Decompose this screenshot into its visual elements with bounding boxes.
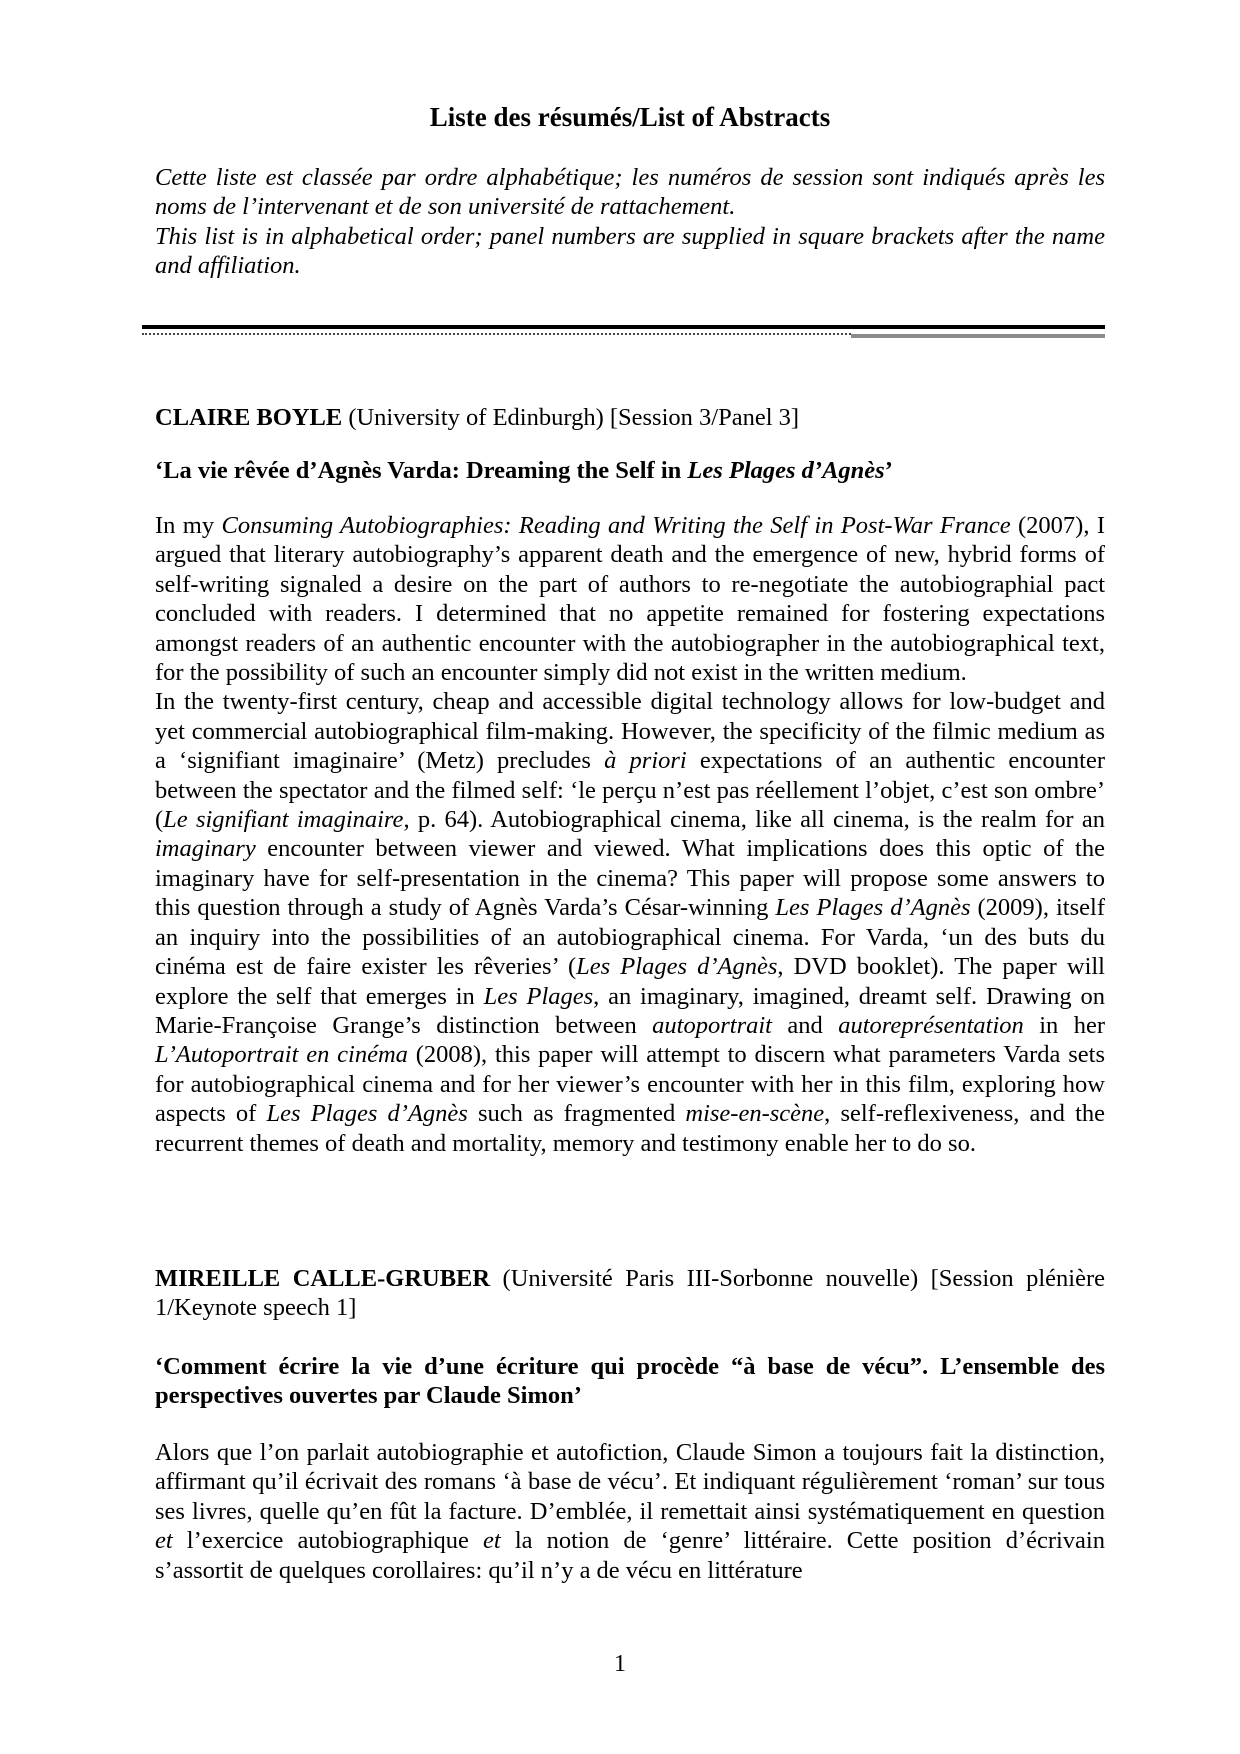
abstract-title	[155, 1352, 1105, 1411]
page-number: 1	[614, 1651, 626, 1677]
text-segment: imaginary	[155, 835, 256, 863]
text-segment: MIREILLE CALLE-GRUBER	[155, 1265, 491, 1292]
intro-paragraph-french	[155, 163, 1105, 222]
divider-gray-line	[851, 334, 1105, 338]
divider-lower-row	[142, 333, 1105, 338]
text-segment: , self-reflexiveness, and the recurrent themes of death and mortality, memory and testimony enable her to do so.	[155, 1100, 1105, 1157]
text-segment: et	[483, 1527, 501, 1555]
text-segment: , DVD booklet). The paper will explore the self that emerges in	[155, 953, 1105, 1010]
text-segment: ’	[884, 457, 893, 484]
text-segment: Cette liste est classée par ordre alphabétique; les numéros de session sont indiqués après les noms de l’intervenant et de son université de rattachement.	[155, 164, 1105, 221]
text-segment: à priori	[604, 747, 687, 775]
text-segment: l’exercice autobiographique	[172, 1527, 484, 1555]
divider-dotted-line	[142, 333, 851, 335]
author-heading	[155, 1264, 1105, 1323]
text-segment: Les Plages	[483, 982, 594, 1010]
abstract-body	[155, 1438, 1105, 1585]
text-segment: and	[771, 1011, 839, 1039]
text-segment: autoportrait	[652, 1011, 772, 1039]
text-segment: L’Autoportrait en cinéma	[155, 1041, 408, 1069]
text-segment: (University of Edinburgh) [Session 3/Panel 3]	[342, 404, 800, 431]
text-segment: , p. 64). Autobiographical cinema, like all cinema, is the realm for an	[403, 806, 1105, 834]
text-segment: Alors que l’on parlait autobiographie et autofiction, Claude Simon a toujours fait la distinction, affirmant qu’il écrivait des romans ‘à base de vécu’. Et indiquant régulièrement ‘roman’ sur tous ses livres, quelle qu’en fût la facture. D’emblée, il remettait ainsi systématiquement en question	[155, 1439, 1105, 1525]
text-segment: Les Plages d’Agnès	[576, 953, 778, 981]
text-segment: expectations of an authentic encounter between the spectator and the filmed self: ‘le perçu n’est pas réellement l’objet, c’est son ombre’ (	[155, 747, 1105, 834]
text-segment: Les Plages d’Agnès	[687, 457, 885, 484]
text-segment: mise-en-scène	[685, 1100, 825, 1128]
abstract-title	[155, 456, 1105, 485]
text-segment: CLAIRE BOYLE	[155, 404, 343, 431]
text-segment: autoreprésentation	[838, 1011, 1024, 1039]
author-heading	[155, 403, 1105, 432]
body-paragraph	[155, 687, 1105, 1158]
text-segment: Consuming Autobiographies: Reading and Writing the Self in Post-War France	[221, 512, 1011, 539]
text-segment: such as fragmented	[467, 1100, 686, 1128]
text-segment: ‘Comment écrire la vie d’une écriture qui procède “à base de vécu”. L’ensemble des perspectives ouvertes par Claude Simon’	[155, 1353, 1105, 1410]
text-segment: In my	[155, 512, 222, 539]
body-paragraph	[155, 511, 1105, 687]
text-segment: encounter between viewer and viewed. What implications does this optic of the imaginary have for self-presentation in the cinema? This paper will propose some answers to this question through a study of Agnès Varda’s César-winning	[155, 835, 1105, 922]
text-segment: (2008), this paper will attempt to discern what parameters Varda sets for autobiographical cinema and for her viewer’s encounter with her in this film, exploring how aspects of	[155, 1041, 1105, 1128]
text-segment: This list is in alphabetical order; panel numbers are supplied in square brackets after the name and affiliation.	[155, 222, 1105, 280]
text-segment: la notion de ‘genre’ littéraire. Cette position d’écrivain s’assortit de quelques corollaires: qu’il n’y a de vécu en littérature	[155, 1527, 1105, 1584]
text-segment: ‘La vie rêvée d’Agnès Varda: Dreaming the Self in	[155, 457, 688, 484]
divider-solid-line	[142, 325, 1105, 329]
page-title: Liste des résumés/List of Abstracts	[429, 102, 831, 132]
text-segment: (2007), I argued that literary autobiography’s apparent death and the emergence of new, hybrid forms of self-writing signaled a desire on the part of authors to re-negotiate the autobiographial pact concluded with readers. I determined that no appetite remained for fostering expectations amongst readers of an authentic encounter with the autobiographer in the autobiographical text, for the possibility of such an encounter simply did not exist in the written medium.	[155, 512, 1106, 687]
text-segment: Le signifiant imaginaire	[163, 806, 404, 834]
section-divider	[142, 325, 1105, 338]
text-segment: Les Plages d’Agnès	[266, 1100, 468, 1128]
intro-block	[155, 163, 1105, 281]
text-segment: In the twenty-first century, cheap and accessible digital technology allows for low-budget and yet commercial autobiographical film-making. However, the specificity of the filmic medium as a ‘signifiant imaginaire’ (Metz) precludes	[155, 688, 1105, 775]
body-paragraph	[155, 1438, 1105, 1585]
text-segment: et	[155, 1527, 173, 1555]
abstract-body	[155, 511, 1105, 1158]
text-segment: , an imaginary, imagined, dreamt self. Drawing on Marie-Françoise Grange’s distinction between	[155, 982, 1105, 1039]
intro-paragraph-english	[155, 222, 1105, 281]
text-segment: (2009), itself an inquiry into the possibilities of an autobiographical cinema. For Varda, ‘un des buts du cinéma est de faire exister les rêveries’ (	[155, 894, 1105, 981]
text-segment: Les Plages d’Agnès	[775, 894, 971, 922]
text-segment: (Université Paris III-Sorbonne nouvelle) [Session plénière 1/Keynote speech 1]	[155, 1265, 1105, 1322]
text-segment: in her	[1023, 1011, 1105, 1039]
